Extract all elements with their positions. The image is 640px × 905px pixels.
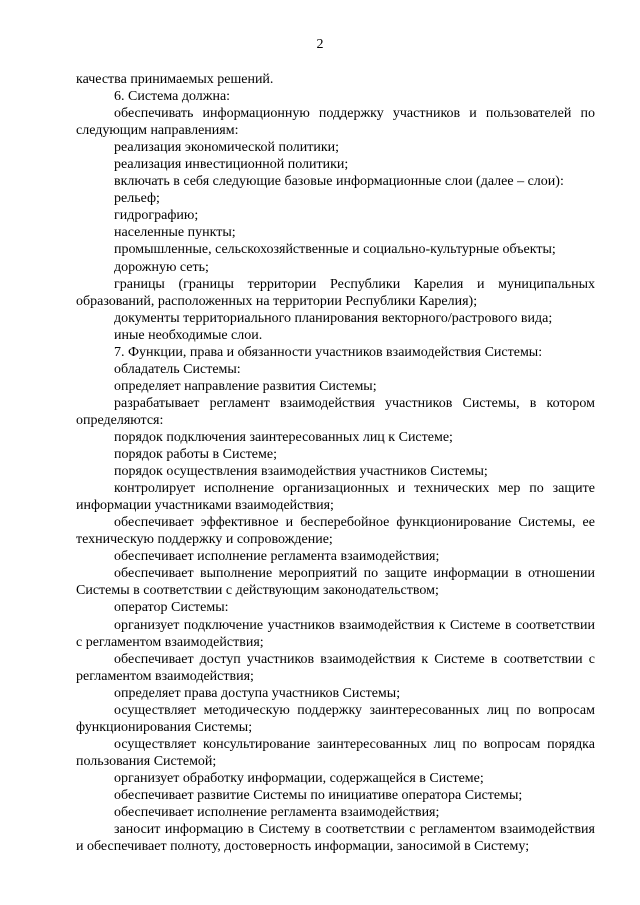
- document-body: [76, 71, 595, 855]
- paragraph: документы территориального планирования векторного/растрового вида;: [114, 310, 553, 326]
- paragraph: обеспечивает исполнение регламента взаимодействия;: [114, 805, 440, 821]
- paragraph: разрабатывает регламент взаимодействия участников Системы, в котором определяются:: [76, 395, 595, 428]
- paragraph: включать в себя следующие базовые информационные слои (далее – слои):: [114, 174, 564, 190]
- paragraph: 7. Функции, права и обязанности участников взаимодействия Системы:: [114, 344, 543, 360]
- paragraph: обеспечивает выполнение мероприятий по защите информации в отношении Системы в соответствии с действующим законодательством;: [76, 566, 595, 599]
- paragraph: порядок осуществления взаимодействия участников Системы;: [114, 464, 488, 480]
- paragraph: 6. Система должна:: [114, 89, 231, 105]
- page-number: 2: [316, 37, 324, 52]
- paragraph: иные необходимые слои.: [114, 327, 263, 343]
- paragraph: осуществляет методическую поддержку заинтересованных лиц по вопросам функционирования Системы;: [76, 702, 595, 735]
- paragraph: обладатель Системы:: [114, 361, 241, 377]
- paragraph: реализация экономической политики;: [114, 140, 340, 156]
- paragraph: порядок работы в Системе;: [114, 447, 277, 463]
- paragraph: промышленные, сельскохозяйственные и социально-культурные объекты;: [114, 242, 556, 258]
- paragraph: обеспечивает эффективное и бесперебойное функционирование Системы, ее техническую поддержку и сопровождение;: [76, 515, 595, 548]
- paragraph: оператор Системы:: [114, 600, 229, 616]
- paragraph: осуществляет консультирование заинтересованных лиц по вопросам порядка пользования Системой;: [76, 736, 595, 769]
- paragraph: порядок подключения заинтересованных лиц к Системе;: [114, 429, 453, 445]
- paragraph: обеспечивает исполнение регламента взаимодействия;: [114, 549, 440, 565]
- paragraph: обеспечивать информационную поддержку участников и пользователей по следующим направлениям:: [76, 106, 595, 139]
- paragraph: обеспечивает развитие Системы по инициативе оператора Системы;: [114, 787, 523, 803]
- paragraph: контролирует исполнение организационных и технических мер по защите информации участниками взаимодействия;: [76, 481, 595, 514]
- paragraph: обеспечивает доступ участников взаимодействия к Системе в соответствии с регламентом взаимодействия;: [76, 651, 595, 684]
- paragraph: реализация инвестиционной политики;: [114, 157, 349, 173]
- paragraph: определяет права доступа участников Системы;: [114, 685, 401, 701]
- paragraph: организует обработку информации, содержащейся в Системе;: [114, 770, 484, 786]
- paragraph: рельеф;: [114, 191, 160, 207]
- paragraph: гидрографию;: [114, 208, 199, 224]
- paragraph: границы (границы территории Республики Карелия и муниципальных образований, расположенных на территории Республики Карелия);: [76, 276, 595, 309]
- paragraph: организует подключение участников взаимодействия к Системе в соответствии с регламентом взаимодействия;: [76, 617, 595, 650]
- paragraph: качества принимаемых решений.: [76, 72, 274, 87]
- paragraph: определяет направление развития Системы;: [114, 378, 377, 394]
- paragraph: заносит информацию в Систему в соответствии с регламентом взаимодействия и обеспечивает полноту, достоверность информации, заносимой в Систему;: [76, 822, 595, 855]
- paragraph: населенные пункты;: [114, 225, 236, 241]
- paragraph: дорожную сеть;: [114, 259, 209, 275]
